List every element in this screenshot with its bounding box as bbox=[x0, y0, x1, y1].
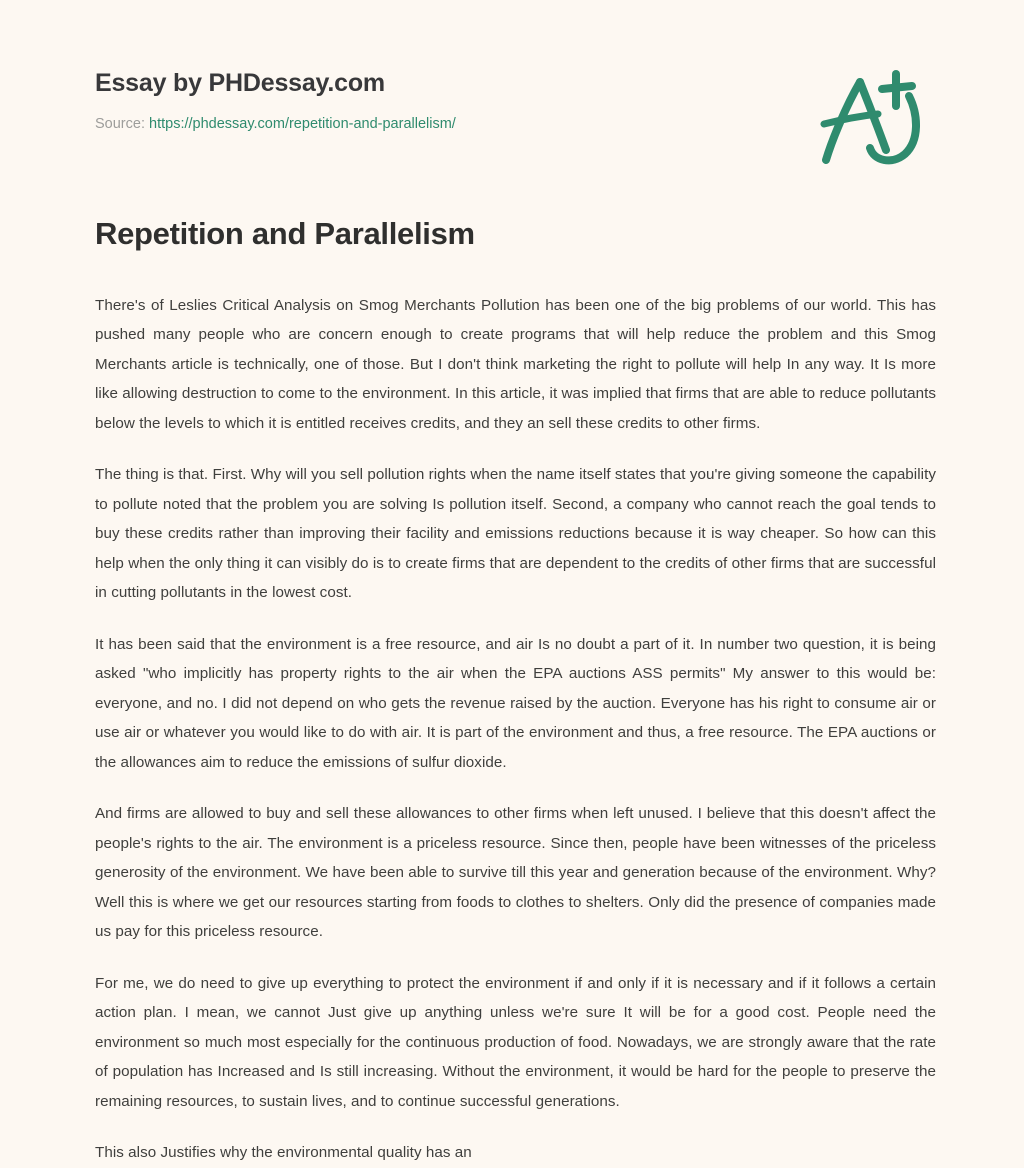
article-body bbox=[95, 291, 936, 1168]
paragraph: It has been said that the environment is a free resource, and air Is no doubt a part of it. In number two question, it is being asked "who implicitly has property rights to the air when the EPA auctions ASS permits" My answer to this would be: everyone, and no. I did not depend on who gets the revenue raised by the auction. Everyone has his right to consume air or use air or whatever you would like to do with air. It is part of the environment and thus, a free resource. The EPA auctions or the allowances aim to reduce the emissions of sulfur dioxide. bbox=[95, 635, 936, 771]
paragraph: And firms are allowed to buy and sell these allowances to other firms when left unused. I believe that this doesn't affect the people's rights to the air. The environment is a priceless resource. Since then, people have been witnesses of the priceless generosity of the environment. We have been able to survive till this year and generation because of the environment. Why? Well this is where we get our resources starting from foods to clothes to shelters. Only did the presence of companies made us pay for this priceless resource. bbox=[95, 805, 936, 941]
paragraph: For me, we do need to give up everything to protect the environment if and only if it is necessary and if it follows a certain action plan. I mean, we cannot Just give up anything unless we're sure It will be for a good cost. People need the environment so much most especially for the continuous production of food. Nowadays, we are strongly aware that the rate of population has Increased and Is still increasing. Without the environment, it would be hard for the people to preserve the remaining resources, to sustain lives, and to continue successful generations. bbox=[95, 974, 936, 1110]
source-label: Source: bbox=[95, 116, 145, 132]
brand-block bbox=[95, 68, 456, 134]
source-line bbox=[95, 115, 456, 134]
article bbox=[95, 215, 936, 1168]
a-plus-grade-logo bbox=[812, 62, 932, 172]
source-url-link[interactable]: https://phdessay.com/repetition-and-parallelism/ bbox=[149, 116, 456, 132]
page-header bbox=[0, 0, 1024, 200]
paragraph: There's of Leslies Critical Analysis on Smog Merchants Pollution has been one of the big problems of our world. This has pushed many people who are concern enough to create programs that will help reduce the problem and this Smog Merchants article is technically, one of those. But I don't think marketing the right to pollute will help In any way. It Is more like allowing destruction to come to the environment. In this article, it was implied that firms that are able to reduce pollutants below the levels to which it is entitled receives credits, and they an sell these credits to other firms. bbox=[95, 296, 936, 432]
paragraph: The thing is that. First. Why will you sell pollution rights when the name itself states that you're giving someone the capability to pollute noted that the problem you are solving Is pollution itself. Second, a company who cannot reach the goal tends to buy these credits rather than improving their facility and emissions reductions because it is way cheaper. So how can this help when the only thing it can visibly do is to create firms that are dependent to the credits of other firms that are successful in cutting pollutants in the lowest cost. bbox=[95, 466, 936, 602]
a-plus-grade-logo-icon bbox=[812, 62, 932, 172]
paragraph-truncated: This also Justifies why the environmental quality has an bbox=[95, 1144, 472, 1162]
brand-title: Essay by PHDessay.com bbox=[95, 69, 385, 97]
page-title: Repetition and Parallelism bbox=[95, 216, 475, 251]
